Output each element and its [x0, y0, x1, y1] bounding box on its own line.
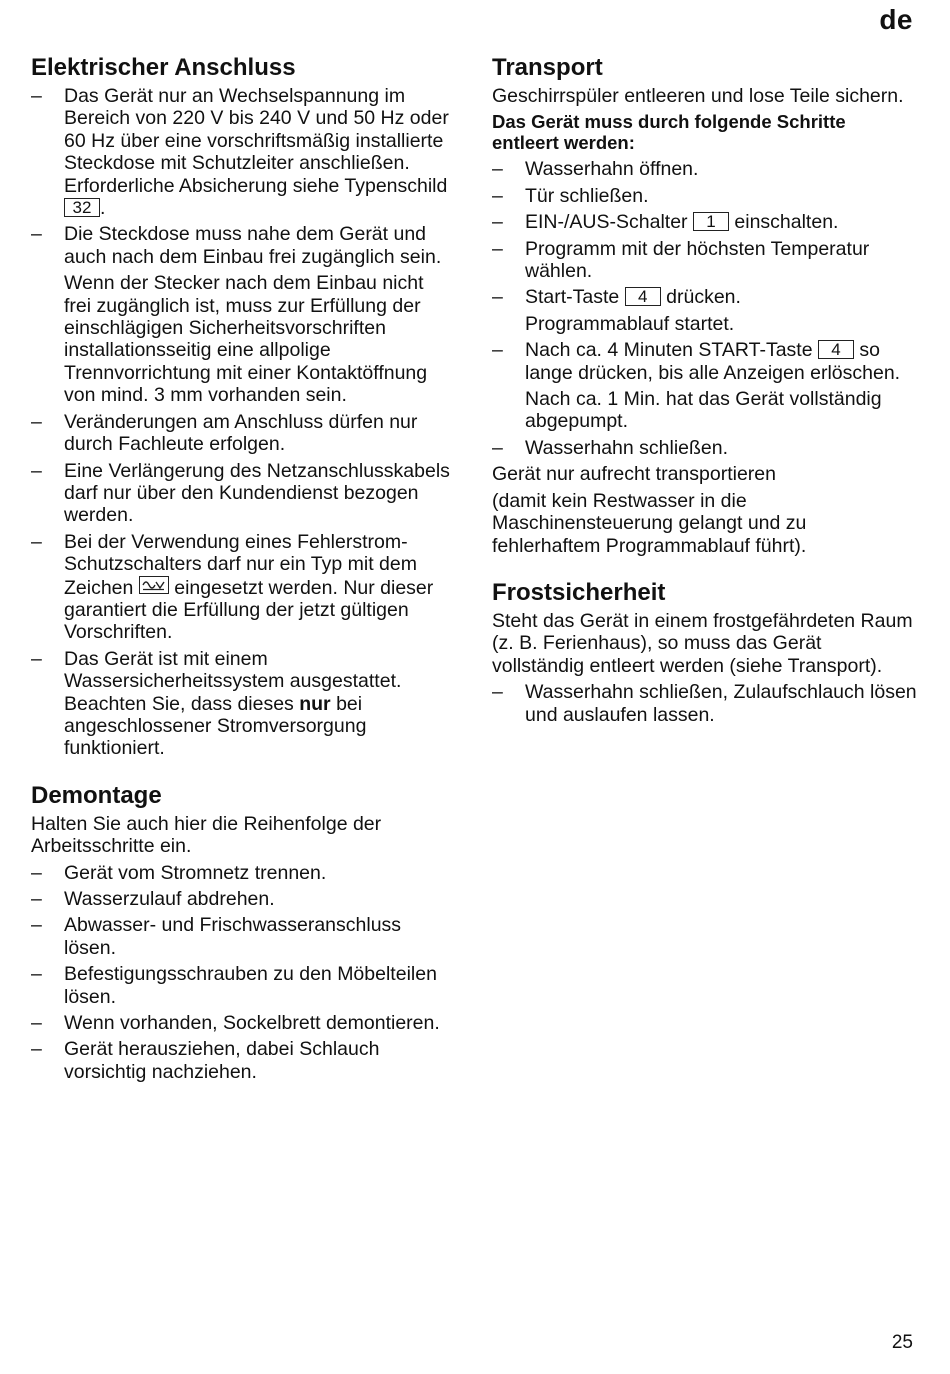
list-item: [31, 223, 451, 406]
list-item: – Wasserhahn schließen, Zulaufschlauch lösen und auslaufen lassen.: [492, 681, 917, 726]
section-intro: Geschirrspüler entleeren und lose Teile sichern.: [492, 85, 904, 107]
section-title-electrical: Elektrischer Anschluss: [31, 54, 296, 81]
demontage-list: [31, 862, 451, 1084]
page-number: 25: [891, 1332, 913, 1353]
list-item-text: EIN-/AUS-Schalter: [525, 211, 688, 234]
transport-steps-list: [492, 158, 917, 459]
list-item: [31, 85, 451, 219]
list-item: – Wasserhahn öffnen.: [492, 158, 917, 180]
start-button-ref-box: 4: [818, 340, 854, 359]
list-item: [492, 339, 917, 433]
section-title-demontage: Demontage: [31, 781, 162, 809]
list-item-text: Das Gerät ist mit einem Wassersicherheitssystem ausgestattet. Beachten Sie, dass dieses: [64, 647, 402, 715]
section-electrical-connection: [31, 54, 451, 760]
section-frost-protection: [492, 579, 917, 726]
language-code: de: [879, 4, 913, 35]
frost-list: [492, 681, 917, 726]
section-title-frost: Frostsicherheit: [492, 578, 666, 606]
list-item: – Veränderungen am Anschluss dürfen nur durch Fachleute erfolgen.: [31, 411, 451, 456]
rcd-type-symbol-icon: [139, 576, 169, 594]
transport-note-detail: (damit kein Restwasser in die Maschinensteuerung gelangt und zu fehlerhaftem Programmablauf führt).: [492, 489, 807, 557]
list-item-continuation: Programmablauf startet.: [525, 312, 735, 335]
list-item-text: Nach ca. 4 Minuten START-Taste: [525, 339, 813, 362]
section-intro: Halten Sie auch hier die Reihenfolge der Arbeitsschritte ein.: [31, 812, 382, 858]
section-demontage: [31, 782, 451, 1083]
list-item-continuation: Nach ca. 1 Min. hat das Gerät vollständig abgepumpt.: [525, 388, 882, 433]
list-item: – Abwasser- und Frischwasseranschluss lösen.: [31, 914, 451, 959]
electrical-list: [31, 85, 451, 760]
section-transport: [492, 54, 917, 557]
right-column: [492, 54, 917, 730]
list-item: – Gerät vom Stromnetz trennen.: [31, 862, 451, 884]
list-item: [492, 286, 917, 335]
list-item-text-after: .: [100, 197, 106, 220]
on-off-switch-ref-box: 1: [693, 212, 729, 231]
list-item: – Eine Verlängerung des Netzanschlusskabels darf nur über den Kundendienst bezogen werden.: [31, 460, 451, 527]
list-item-text: Das Gerät nur an Wechselspannung im Bereich von 220 V bis 240 V und 50 Hz oder 60 Hz über eine vorschriftsmäßig installierte Steckdose mit Schutzleiter anschließen. Erforderliche Absicherung siehe Typenschild: [64, 85, 449, 197]
start-button-ref-box: 4: [625, 287, 661, 306]
list-item-text-after: bei angeschlossener Stromversorgung funktioniert.: [64, 692, 367, 760]
list-item-text-after: eingesetzt werden. Nur dieser garantiert die Erfüllung der jetzt gültigen Vorschriften.: [64, 576, 434, 644]
rating-plate-ref-box: 32: [64, 198, 100, 217]
list-item-text-after: so lange drücken, bis alle Anzeigen erlöschen.: [525, 339, 901, 384]
left-column: [31, 54, 451, 1087]
list-item: – Wenn vorhanden, Sockelbrett demontieren.: [31, 1012, 451, 1034]
section-intro: Steht das Gerät in einem frostgefährdeten Raum (z. B. Ferienhaus), so muss das Gerät vollständig entleert werden (siehe Transport).: [492, 609, 913, 677]
list-item: – Wasserzulauf abdrehen.: [31, 888, 451, 910]
list-item: [31, 531, 451, 644]
list-item: [31, 648, 451, 760]
list-item-text: Die Steckdose muss nahe dem Gerät und auch nach dem Einbau frei zugänglich sein.: [64, 223, 442, 268]
list-item: – Programm mit der höchsten Temperatur wählen.: [492, 238, 917, 283]
list-item: – Gerät herausziehen, dabei Schlauch vorsichtig nachziehen.: [31, 1038, 451, 1083]
list-item: – Tür schließen.: [492, 185, 917, 207]
list-item-text-after: einschalten.: [734, 211, 839, 234]
section-title-transport: Transport: [492, 54, 603, 81]
list-item-continuation: Wenn der Stecker nach dem Einbau nicht frei zugänglich ist, muss zur Erfüllung der einschlägigen Sicherheitsvorschriften installationsseitig eine allpolige Trennvorrichtung mit einer Kontaktöffnung von mind. 3 mm vorhanden sein.: [64, 272, 428, 407]
list-item: – Wasserhahn schließen.: [492, 437, 917, 459]
list-item-text: Start-Taste: [525, 286, 620, 309]
list-item-text-after: drücken.: [666, 286, 741, 309]
steps-heading: Das Gerät muss durch folgende Schritte entleert werden:: [492, 111, 846, 154]
list-item: [492, 211, 917, 233]
list-item-text: Bei der Verwendung eines Fehlerstrom-Schutzschalters darf nur ein Typ mit dem Zeichen: [64, 530, 417, 599]
emphasis-text: nur: [299, 692, 331, 715]
list-item: – Befestigungsschrauben zu den Möbelteilen lösen.: [31, 963, 451, 1008]
transport-note: Gerät nur aufrecht transportieren: [492, 463, 776, 486]
